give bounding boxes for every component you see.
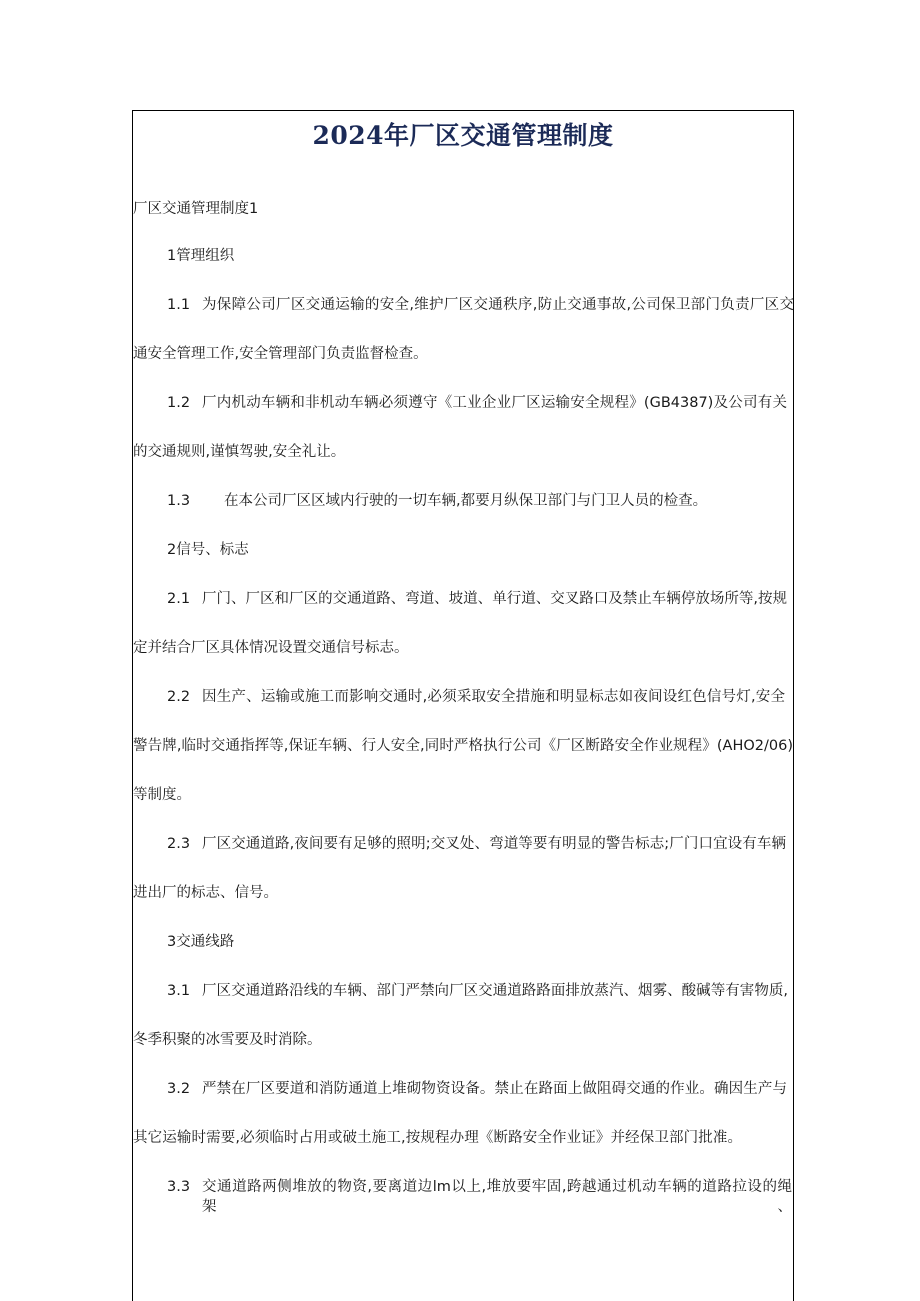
document-subtitle: 厂区交通管理制度1 <box>133 201 259 217</box>
clause-text: 交通道路两侧堆放的物资,要离道边lm以上,堆放要牢固,跨越通过机动车辆的道路拉设的绳架、 <box>202 1179 792 1215</box>
document-title: 2024年厂区交通管理制度 <box>312 121 614 150</box>
clause-text-continued: 其它运输时需要,必须临时占用或破土施工,按规程办理《断路安全作业证》并经保卫部门批准。 <box>133 1130 742 1146</box>
clause-text-continued: 冬季积聚的冰雪要及时消除。 <box>133 1032 322 1048</box>
section-heading: 3交通线路 <box>167 934 235 950</box>
clause-number: 3.1 <box>167 983 191 999</box>
clause-text: 在本公司厂区区域内行驶的一切车辆,都要月纵保卫部门与门卫人员的检查。 <box>224 493 708 509</box>
clause-number: 3.2 <box>167 1081 191 1097</box>
clause-text: 厂内机动车辆和非机动车辆必须遵守《工业企业厂区运输安全规程》(GB4387)及公司有关 <box>202 395 787 411</box>
clause-text: 厂区交通道路沿线的车辆、部门严禁向厂区交通道路路面排放蒸汽、烟雾、酸碱等有害物质, <box>202 983 788 999</box>
clause-text: 严禁在厂区要道和消防通道上堆砌物资设备。禁止在路面上做阻碍交通的作业。确因生产与 <box>202 1081 787 1097</box>
clause-text-continued: 警告牌,临时交通指挥等,保证车辆、行人安全,同时严格执行公司《厂区断路安全作业规程》(AHO2/06) <box>133 738 793 754</box>
clause-number: 1.3 <box>167 493 191 509</box>
clause-number: 2.2 <box>167 689 191 705</box>
clause-text-continued: 进出厂的标志、信号。 <box>133 885 278 901</box>
clause-text: 厂门、厂区和厂区的交通道路、弯道、坡道、单行道、交叉路口及禁止车辆停放场所等,按规 <box>202 591 787 607</box>
clause-number: 1.2 <box>167 395 191 411</box>
section-heading: 2信号、标志 <box>167 542 249 558</box>
clause-text: 为保障公司厂区交通运输的安全,维护厂区交通秩序,防止交通事故,公司保卫部门负责厂区交 <box>202 297 794 313</box>
section-heading: 1管理组织 <box>167 248 235 264</box>
clause-text-continued: 等制度。 <box>133 787 191 803</box>
clause-number: 1.1 <box>167 297 191 313</box>
clause-text: 厂区交通道路,夜间要有足够的照明;交叉处、弯道等要有明显的警告标志;厂门口宜设有车辆 <box>202 836 786 852</box>
clause-text: 因生产、运输或施工而影响交通时,必须采取安全措施和明显标志如夜间设红色信号灯,安全 <box>202 689 785 705</box>
clause-number: 3.3 <box>167 1179 191 1195</box>
clause-text-continued: 定并结合厂区具体情况设置交通信号标志。 <box>133 640 409 656</box>
clause-text-continued: 的交通规则,谨慎驾驶,安全礼让。 <box>133 444 346 460</box>
clause-text-continued: 通安全管理工作,安全管理部门负责监督检查。 <box>133 346 428 362</box>
clause-number: 2.3 <box>167 836 191 852</box>
clause-number: 2.1 <box>167 591 191 607</box>
